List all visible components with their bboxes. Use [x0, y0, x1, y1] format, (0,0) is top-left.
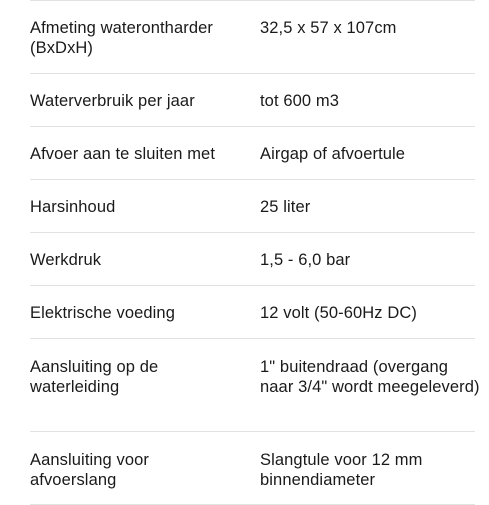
spec-label: Harsinhoud	[30, 198, 116, 216]
table-row	[30, 432, 475, 505]
table-row	[30, 286, 475, 339]
spec-label: Waterverbruik per jaar	[30, 92, 195, 110]
spec-value: Airgap of afvoertule	[260, 145, 406, 163]
spec-value: 1,5 - 6,0 bar	[260, 251, 351, 269]
spec-label: Aansluiting voor afvoerslang	[30, 451, 150, 489]
spec-label: Elektrische voeding	[30, 304, 175, 322]
spec-label: Afvoer aan te sluiten met	[30, 145, 216, 163]
spec-value: tot 600 m3	[260, 92, 339, 110]
spec-value: 12 volt (50-60Hz DC)	[260, 304, 417, 322]
table-row	[30, 233, 475, 286]
spec-value: Slangtule voor 12 mm binnendiameter	[260, 451, 423, 489]
table-row	[30, 74, 475, 127]
spec-value: 1" buitendraad (overgang naar 3/4" wordt meegeleverd)	[260, 358, 480, 396]
spec-label: Werkdruk	[30, 251, 102, 269]
spec-label: Afmeting waterontharder (BxDxH)	[30, 19, 213, 57]
spec-value: 32,5 x 57 x 107cm	[260, 19, 397, 37]
table-row	[30, 180, 475, 233]
table-row	[30, 339, 480, 432]
table-row	[30, 127, 475, 180]
table-row	[30, 0, 475, 74]
spec-label: Aansluiting op de waterleiding	[30, 358, 159, 396]
spec-value: 25 liter	[260, 198, 311, 216]
